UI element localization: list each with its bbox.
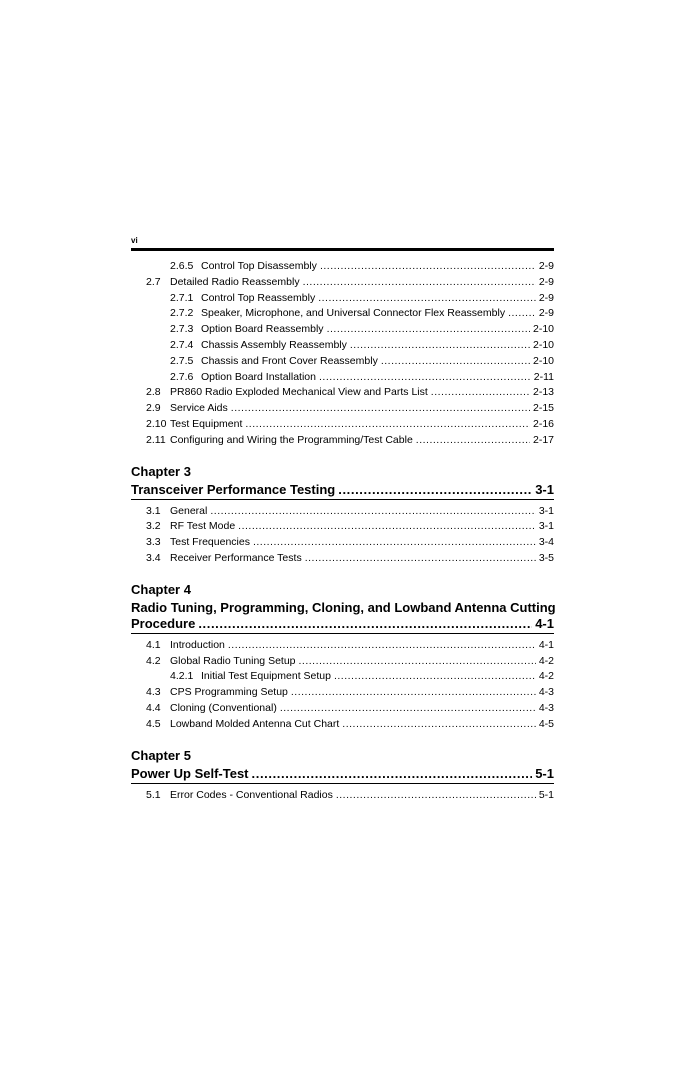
- chapter-title[interactable]: [131, 766, 554, 784]
- entry-page: 4-3: [538, 686, 554, 699]
- entry-page: 2-17: [532, 433, 554, 446]
- entry-page: 4-3: [538, 701, 554, 714]
- chapter-title-line: [131, 616, 554, 632]
- chapter-title[interactable]: [131, 482, 554, 500]
- dot-leader: [291, 685, 536, 701]
- entry-page: 4-5: [538, 717, 554, 730]
- entry-title: Option Board Installation: [201, 370, 316, 383]
- entry-title: Control Top Disassembly: [201, 260, 317, 272]
- dot-leader: [299, 654, 536, 670]
- toc-entry[interactable]: [131, 306, 554, 322]
- toc-entry[interactable]: [131, 669, 554, 685]
- dot-leader: [431, 385, 530, 401]
- entry-number: 3.3: [146, 536, 161, 549]
- toc-entry[interactable]: [131, 504, 554, 520]
- entry-title: Configuring and Wiring the Programming/Test Cable: [170, 433, 413, 446]
- chapter-underline: [131, 499, 554, 500]
- entry-page: 2-11: [533, 370, 554, 383]
- entry-page: 2-10: [532, 338, 554, 351]
- dot-leader: [245, 417, 530, 433]
- entry-title: Service Aids: [170, 402, 228, 415]
- toc-entry[interactable]: [131, 338, 554, 354]
- chapter-title-line: [131, 766, 554, 782]
- toc-entry[interactable]: [131, 322, 554, 338]
- entry-number: 2.11: [146, 433, 166, 446]
- entry-number: 3.1: [146, 504, 161, 517]
- dot-leader: [320, 259, 536, 275]
- entry-number: 2.7.2: [170, 307, 194, 320]
- entry-page: 3-5: [538, 551, 554, 564]
- entry-title: General: [170, 504, 208, 517]
- entry-number: 2.9: [146, 402, 161, 415]
- toc-entry[interactable]: [131, 654, 554, 670]
- entry-title: CPS Programming Setup: [170, 686, 288, 699]
- entry-page: 2-9: [538, 260, 554, 272]
- entry-number: 3.4: [146, 551, 161, 564]
- dot-leader: [334, 669, 536, 685]
- dot-leader: [338, 482, 532, 498]
- chapter-page: 5-1: [535, 765, 554, 781]
- toc-entry[interactable]: [131, 551, 554, 567]
- dot-leader: [318, 291, 536, 307]
- entry-title: Detailed Radio Reassembly: [170, 275, 300, 288]
- entry-number: 4.2: [146, 654, 161, 667]
- dot-leader: [253, 535, 536, 551]
- chapter-title-text: Procedure: [131, 615, 196, 631]
- chapter-underline: [131, 633, 554, 634]
- toc-entry[interactable]: [131, 519, 554, 535]
- toc-entry[interactable]: [131, 417, 554, 433]
- dot-leader: [319, 370, 531, 386]
- entry-title: Chassis and Front Cover Reassembly: [201, 354, 378, 367]
- entry-page: 2-13: [532, 386, 554, 399]
- entry-number: 2.7: [146, 275, 161, 288]
- entry-number: 3.2: [146, 520, 161, 533]
- entry-title: Global Radio Tuning Setup: [170, 654, 296, 667]
- chapter-label: Chapter 4: [131, 581, 191, 597]
- entry-page: 2-9: [538, 275, 554, 288]
- chapter-title-line: [131, 600, 554, 616]
- toc-entry[interactable]: [131, 259, 554, 275]
- toc-entry[interactable]: [131, 638, 554, 654]
- toc-entry[interactable]: [131, 275, 554, 291]
- entry-page: 3-1: [538, 504, 554, 517]
- toc-entry[interactable]: [131, 685, 554, 701]
- dot-leader: [350, 338, 530, 354]
- dot-leader: [327, 322, 530, 338]
- toc-entry[interactable]: [131, 717, 554, 733]
- dot-leader: [381, 354, 530, 370]
- chapter-page: 4-1: [535, 615, 554, 631]
- entry-number: 2.7.5: [170, 354, 194, 367]
- toc-entry[interactable]: [131, 535, 554, 551]
- chapter-label: Chapter 5: [131, 747, 191, 763]
- table-of-contents: [131, 259, 554, 803]
- dot-leader: [416, 433, 530, 449]
- dot-leader: [198, 616, 532, 632]
- chapter-page: 3-1: [535, 481, 554, 497]
- dot-leader: [210, 504, 535, 520]
- entry-page: 3-1: [538, 520, 554, 533]
- toc-entry[interactable]: [131, 291, 554, 307]
- toc-entry[interactable]: [131, 370, 554, 386]
- entry-page: 2-16: [532, 417, 554, 430]
- entry-page: 2-9: [538, 291, 554, 304]
- entry-title: Control Top Reassembly: [201, 291, 316, 304]
- entry-page: 2-15: [532, 402, 554, 415]
- toc-entry[interactable]: [131, 385, 554, 401]
- entry-page: 3-4: [538, 536, 554, 549]
- entry-number: 4.5: [146, 717, 161, 730]
- entry-number: 4.3: [146, 686, 161, 699]
- page-number: vi: [131, 236, 138, 245]
- dot-leader: [238, 519, 536, 535]
- entry-page: 5-1: [538, 788, 554, 801]
- entry-number: 2.6.5: [170, 260, 194, 272]
- entry-page: 2-10: [532, 323, 554, 336]
- entry-number: 2.10: [146, 417, 167, 430]
- header-rule: [131, 248, 554, 251]
- dot-leader: [252, 766, 533, 782]
- dot-leader: [305, 551, 536, 567]
- entry-number: 4.4: [146, 701, 161, 714]
- entry-number: 2.7.3: [170, 323, 194, 336]
- chapter-title[interactable]: [131, 600, 554, 634]
- entry-title: Option Board Reassembly: [201, 323, 324, 336]
- entry-page: 2-10: [532, 354, 554, 367]
- dot-leader: [508, 306, 536, 322]
- dot-leader: [228, 638, 536, 654]
- entry-number: 2.7.1: [170, 291, 194, 304]
- toc-entry[interactable]: [131, 701, 554, 717]
- entry-title: Chassis Assembly Reassembly: [201, 338, 347, 351]
- entry-number: 2.7.6: [170, 370, 194, 383]
- entry-title: Introduction: [170, 638, 225, 651]
- entry-page: 4-1: [538, 638, 554, 651]
- chapter-title-text: Transceiver Performance Testing: [131, 481, 336, 497]
- toc-entry[interactable]: [131, 354, 554, 370]
- entry-number: 4.1: [146, 638, 161, 651]
- entry-number: 2.7.4: [170, 338, 194, 351]
- entry-page: 4-2: [538, 670, 554, 683]
- dot-leader: [336, 788, 536, 804]
- toc-entry[interactable]: [131, 401, 554, 417]
- entry-title: RF Test Mode: [170, 520, 236, 533]
- entry-number: 4.2.1: [170, 670, 194, 683]
- entry-title: Lowband Molded Antenna Cut Chart: [170, 717, 340, 730]
- entry-title: PR860 Radio Exploded Mechanical View and Parts List: [170, 386, 428, 399]
- chapter-title-text: Power Up Self-Test: [131, 765, 249, 781]
- entry-title: Cloning (Conventional): [170, 701, 277, 714]
- dot-leader: [303, 275, 536, 291]
- dot-leader: [231, 401, 530, 417]
- entry-title: Initial Test Equipment Setup: [201, 670, 331, 683]
- dot-leader: [342, 717, 536, 733]
- entry-number: 5.1: [146, 788, 161, 801]
- entry-page: 4-2: [538, 654, 554, 667]
- chapter-label: Chapter 3: [131, 463, 191, 479]
- entry-page: 2-9: [538, 307, 554, 320]
- chapter-title-line: [131, 482, 554, 498]
- dot-leader: [280, 701, 536, 717]
- chapter-underline: [131, 783, 554, 784]
- entry-title: Receiver Performance Tests: [170, 551, 302, 564]
- toc-entry[interactable]: [131, 788, 554, 804]
- toc-entry[interactable]: [131, 433, 554, 449]
- entry-title: Test Equipment: [170, 417, 243, 430]
- entry-title: Speaker, Microphone, and Universal Connector Flex Reassembly: [201, 307, 506, 320]
- entry-number: 2.8: [146, 386, 161, 399]
- entry-title: Test Frequencies: [170, 536, 250, 549]
- chapter-title-text: Radio Tuning, Programming, Cloning, and Lowband Antenna Cutting: [131, 599, 556, 615]
- entry-title: Error Codes - Conventional Radios: [170, 788, 333, 801]
